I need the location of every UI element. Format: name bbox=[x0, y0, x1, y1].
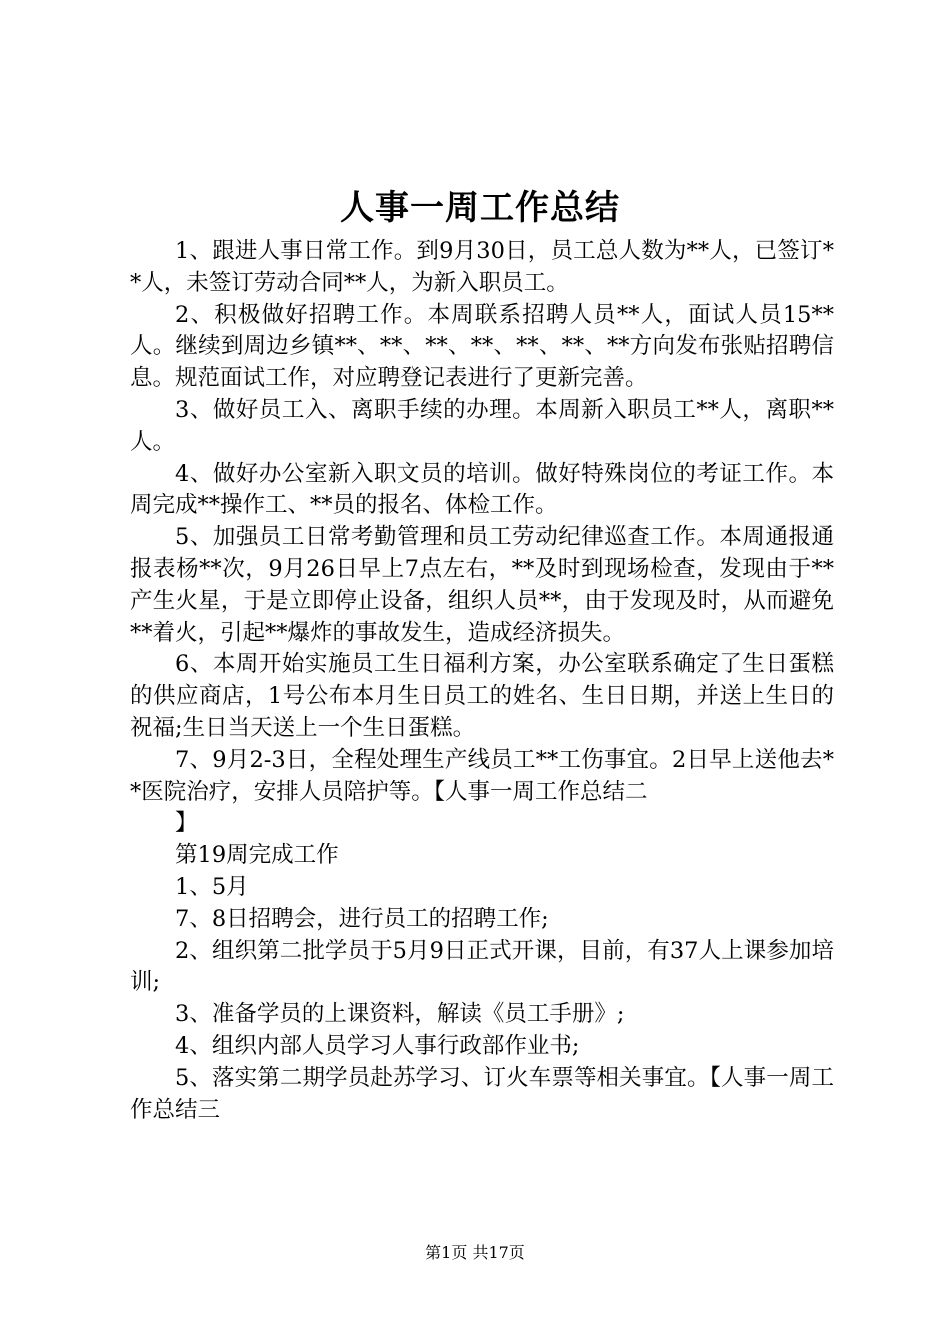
document-body bbox=[130, 236, 834, 1126]
paragraph: 5、落实第二期学员赴苏学习、订火车票等相关事宜。【人事一周工作总结三 bbox=[130, 1064, 834, 1123]
paragraph: 2、组织第二批学员于5月9日正式开课，目前，有37人上课参加培训; bbox=[130, 937, 834, 996]
paragraph: 3、做好员工入、离职手续的办理。本周新入职员工**人，离职**人。 bbox=[130, 396, 834, 455]
paragraph: 4、做好办公室新入职文员的培训。做好特殊岗位的考证工作。本周完成**操作工、**员的报名、体检工作。 bbox=[130, 460, 834, 519]
paragraph: 1、跟进人事日常工作。到9月30日，员工总人数为**人，已签订**人，未签订劳动合同**人，为新入职员工。 bbox=[130, 238, 834, 296]
paragraph: 6、本周开始实施员工生日福利方案，办公室联系确定了生日蛋糕的供应商店，1号公布本月生日员工的姓名、生日日期，并送上生日的祝福;生日当天送上一个生日蛋糕。 bbox=[130, 651, 834, 741]
document-title: 人事一周工作总结 bbox=[340, 188, 620, 228]
paragraph: 5、加强员工日常考勤管理和员工劳动纪律巡查工作。本周通报通报表杨**次，9月26日早上7点左右，**及时到现场检查，发现由于**产生火星，于是立即停止设备，组织人员**，由于发现及时，从而避免**着火，引起**爆炸的事故发生，造成经济损失。 bbox=[130, 524, 834, 646]
paragraph: 3、准备学员的上课资料，解读《员工手册》; bbox=[175, 1001, 625, 1028]
page-footer: 第1页 共17页 bbox=[425, 1243, 525, 1262]
paragraph: 4、组织内部人员学习人事行政部作业书; bbox=[175, 1032, 580, 1059]
paragraph: 7、8日招聘会，进行员工的招聘工作; bbox=[175, 905, 549, 932]
paragraph: 7、9月2-3日，全程处理生产线员工**工伤事宜。2日早上送他去**医院治疗，安排人员陪护等。【人事一周工作总结二 bbox=[130, 746, 834, 805]
paragraph: 】 bbox=[175, 810, 198, 837]
paragraph: 第19周完成工作 bbox=[175, 842, 339, 869]
paragraph: 1、5月 bbox=[175, 873, 249, 900]
paragraph: 2、积极做好招聘工作。本周联系招聘人员**人，面试人员15**人。继续到周边乡镇**、**、**、**、**、**、**方向发布张贴招聘信息。规范面试工作，对应聘登记表进行了更新完善。 bbox=[130, 301, 834, 392]
